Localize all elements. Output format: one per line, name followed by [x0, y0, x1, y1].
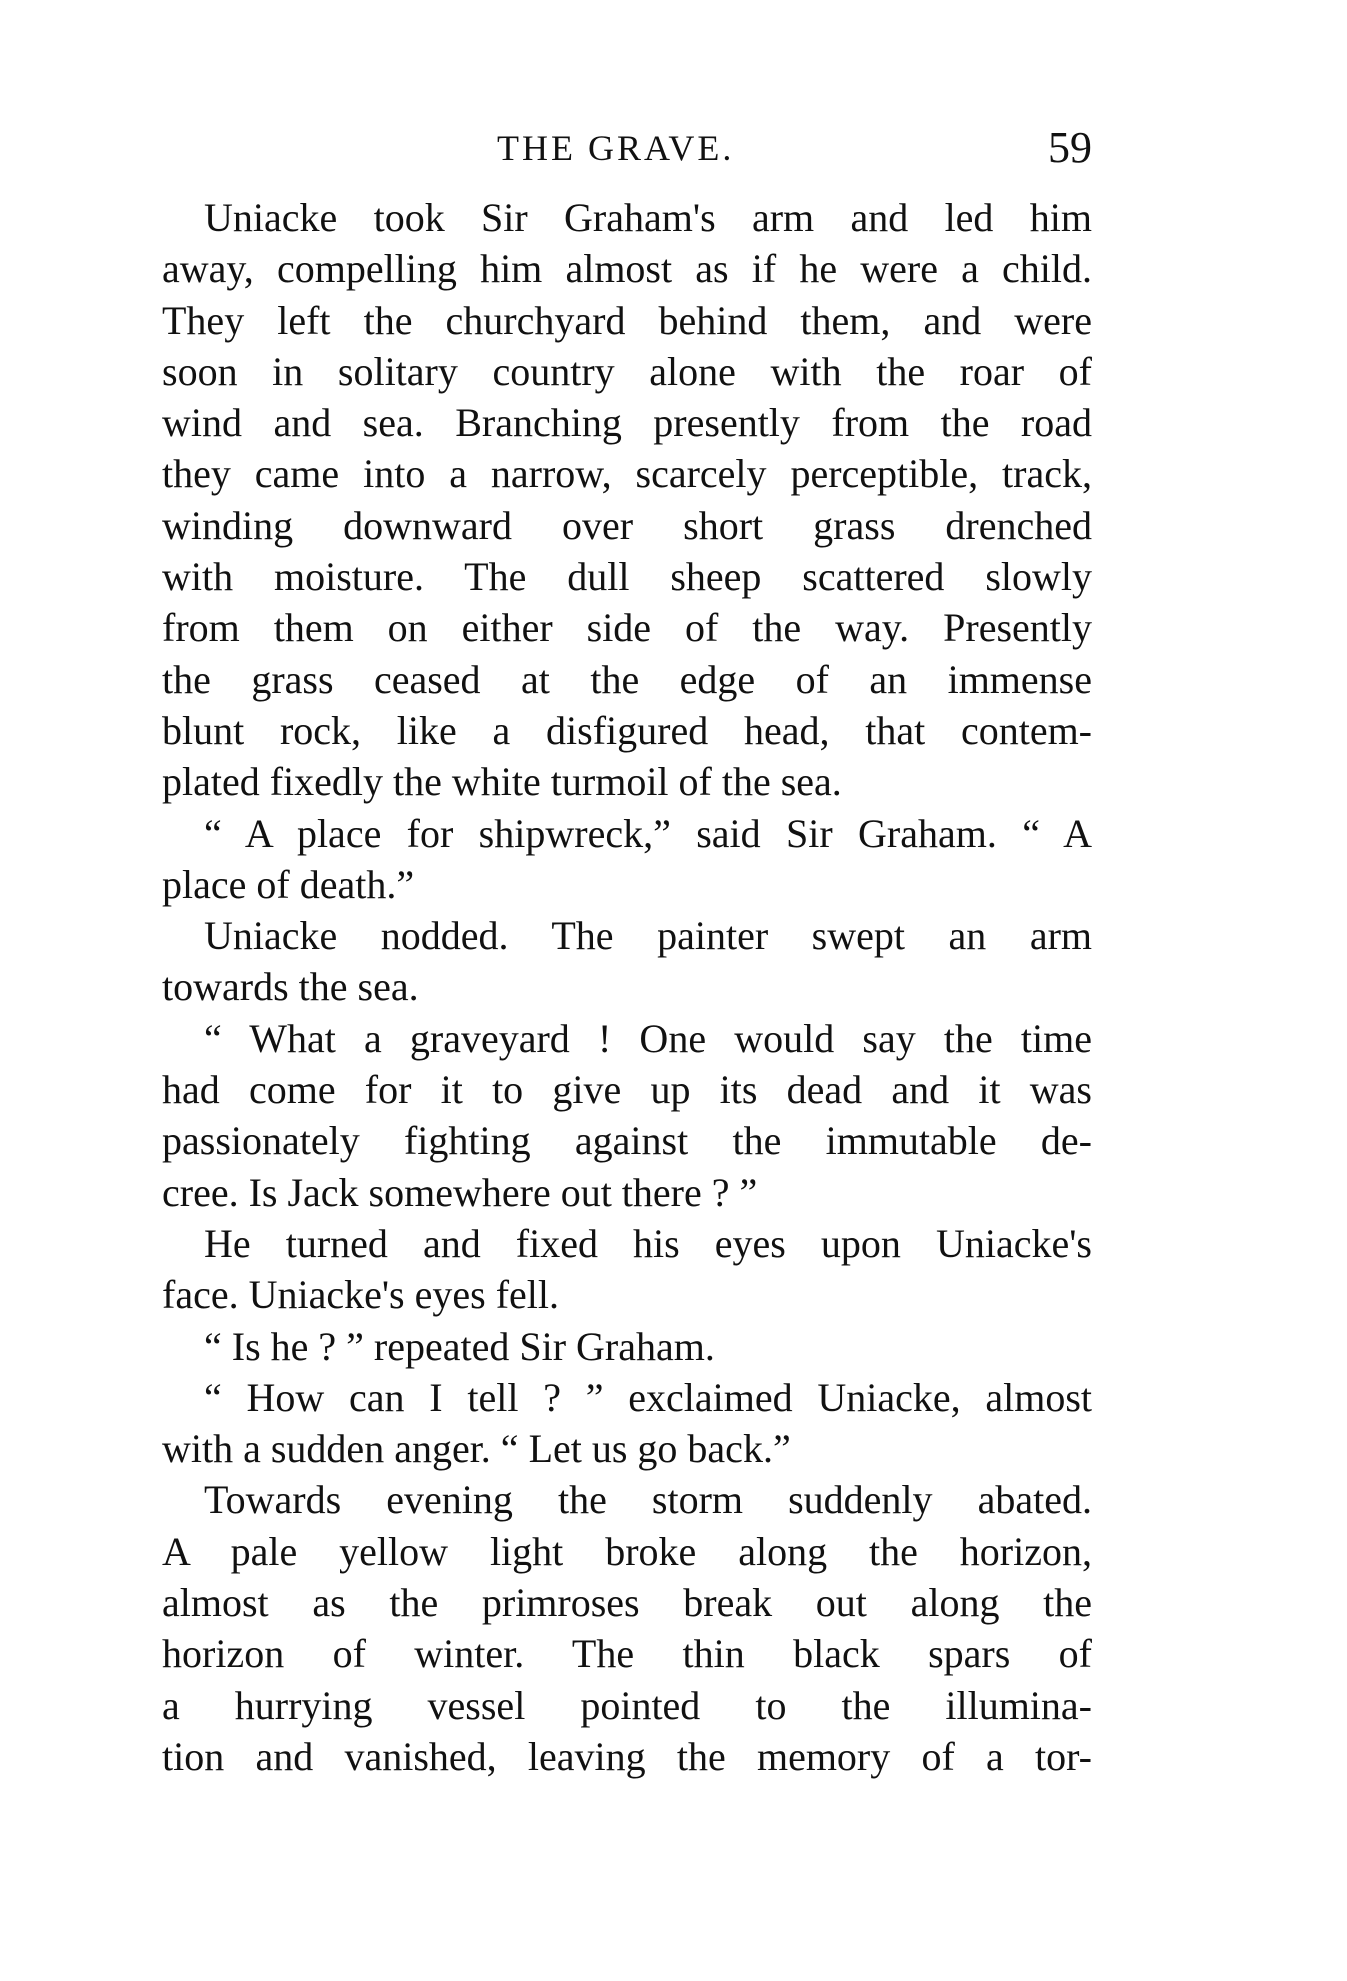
text-line: a hurrying vessel pointed to the illumina-: [162, 1682, 1092, 1728]
text-line: plated fixedly the white turmoil of the sea.: [162, 759, 842, 805]
running-head: [162, 118, 1092, 178]
text-line: Uniacke took Sir Graham's arm and led him: [204, 195, 1092, 240]
body-text: [162, 192, 1092, 1782]
text-line: “ How can I tell ? ” exclaimed Uniacke, almost: [204, 1374, 1092, 1420]
text-line: horizon of winter. The thin black spars of: [162, 1631, 1092, 1677]
text-line: “ A place for shipwreck,” said Sir Graham. “ A: [204, 810, 1092, 856]
text-line: Towards evening the storm suddenly abated.: [204, 1477, 1092, 1523]
text-line: with a sudden anger. “ Let us go back.”: [162, 1426, 791, 1472]
text-line: tion and vanished, leaving the memory of a tor-: [162, 1733, 1092, 1779]
text-line: A pale yellow light broke along the horizon,: [162, 1528, 1092, 1574]
text-line: wind and sea. Branching presently from the road: [162, 400, 1092, 446]
text-line: from them on either side of the way. Presently: [162, 605, 1092, 651]
text-line: had come for it to give up its dead and it was: [162, 1067, 1092, 1113]
text-line: “ Is he ? ” repeated Sir Graham.: [204, 1323, 715, 1369]
text-line: place of death.”: [162, 861, 415, 907]
text-line: cree. Is Jack somewhere out there ? ”: [162, 1169, 758, 1215]
text-line: away, compelling him almost as if he were a child.: [162, 246, 1092, 292]
text-line: the grass ceased at the edge of an immense: [162, 656, 1092, 702]
text-line: They left the churchyard behind them, and were: [162, 297, 1092, 343]
text-line: soon in solitary country alone with the roar of: [162, 348, 1092, 394]
running-title: THE GRAVE.: [497, 128, 735, 168]
text-line: almost as the primroses break out along the: [162, 1580, 1092, 1626]
text-line: towards the sea.: [162, 964, 419, 1010]
text-line: they came into a narrow, scarcely perceptible, track,: [162, 451, 1092, 497]
text-line: passionately fighting against the immutable de-: [162, 1118, 1092, 1164]
text-line: blunt rock, like a disfigured head, that contem-: [162, 707, 1092, 753]
text-line: with moisture. The dull sheep scattered slowly: [162, 554, 1092, 600]
text-line: face. Uniacke's eyes fell.: [162, 1272, 559, 1318]
text-line: He turned and fixed his eyes upon Uniacke's: [204, 1220, 1092, 1266]
text-line: winding downward over short grass drenched: [162, 502, 1092, 548]
text-line: “ What a graveyard ! One would say the time: [204, 1015, 1092, 1061]
text-line: Uniacke nodded. The painter swept an arm: [204, 913, 1092, 959]
page-number: 59: [1048, 123, 1092, 172]
